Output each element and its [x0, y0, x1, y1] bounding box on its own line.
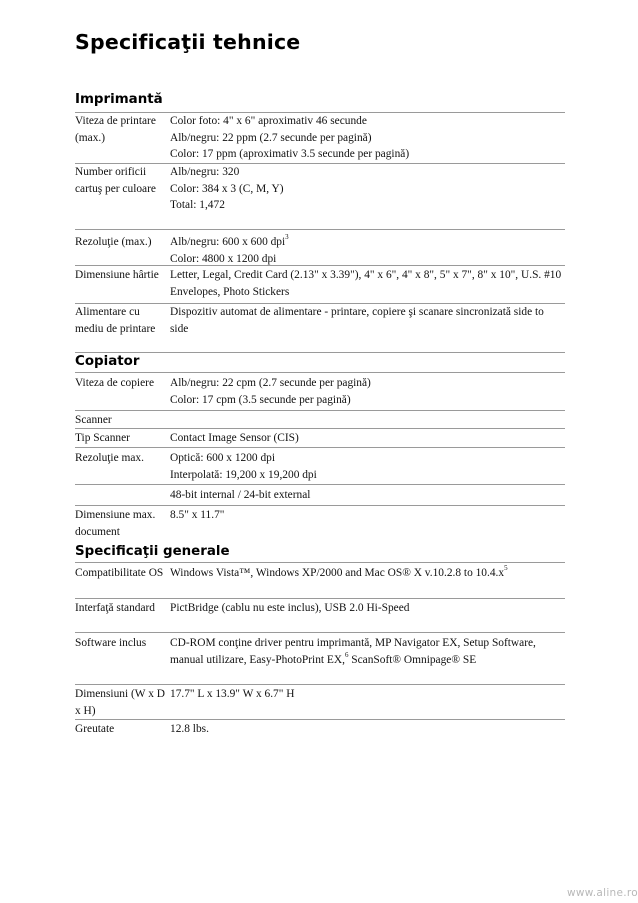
row-value-copy-speed: [170, 375, 562, 408]
value-line: [170, 234, 562, 251]
value-line: Color: 17 ppm (aproximativ 3.5 secunde per pagină): [170, 148, 410, 160]
value-line: Optică: 600 x 1200 dpi: [170, 452, 276, 464]
row-value-weight: 12.8 lbs.: [170, 723, 209, 735]
row-label-paper-size: Dimensiune hârtie: [75, 269, 159, 281]
value-line: Interpolată: 19,200 x 19,200 dpi: [170, 468, 317, 481]
value-line: Alb/negru: 22 cpm (2.7 secunde per pagină): [170, 377, 371, 389]
row-label-interface: Interfaţă standard: [75, 602, 156, 614]
value-line: Color: 17 cpm (3.5 secunde per pagină): [170, 393, 351, 406]
row-value-print-speed: [170, 113, 562, 163]
value-line: Color foto: 4" x 6" aproximativ 46 secunde: [170, 115, 367, 127]
row-value-paper-feed: Dispozitiv automat de alimentare - printare, copiere şi scanare sincronizată side to side: [170, 306, 544, 335]
value-line: Alb/negru: 22 ppm (2.7 secunde per pagină): [170, 131, 372, 144]
divider: [75, 229, 565, 230]
divider: [75, 719, 565, 720]
row-label-weight: Greutate: [75, 723, 115, 735]
divider: [75, 562, 565, 563]
divider: [75, 265, 565, 266]
row-label-scanner: Scanner: [75, 414, 112, 426]
row-value-bit-depth: 48-bit internal / 24-bit external: [170, 489, 311, 501]
value-text: CD-ROM conţine driver pentru imprimantă, MP Navigator EX, Setup Software, manual utilizare, Easy-PhotoPrint EX,: [170, 637, 536, 666]
divider: [75, 484, 565, 485]
value-line: Color: 384 x 3 (C, M, Y): [170, 182, 284, 195]
row-label-copy-speed: Viteza de copiere: [75, 377, 154, 389]
row-value-software: [170, 635, 556, 668]
value-line: Color: 4800 x 1200 dpi: [170, 252, 277, 265]
divider: [75, 684, 565, 685]
divider: [75, 447, 565, 448]
row-value-interface: PictBridge (cablu nu este inclus), USB 2.0 Hi-Speed: [170, 602, 410, 614]
row-label-software: Software inclus: [75, 637, 147, 649]
row-label-os: Compatibilitate OS: [75, 567, 164, 579]
footnote-marker: 6: [344, 650, 349, 659]
section-heading-copier: Copiator: [75, 354, 140, 369]
divider: [75, 352, 565, 353]
row-label-resolution: Rezoluţie (max.): [75, 236, 152, 248]
row-label-print-speed: Viteza de printare (max.): [75, 115, 156, 144]
divider: [75, 410, 565, 411]
divider: [75, 505, 565, 506]
row-value-paper-size: Letter, Legal, Credit Card (2.13" x 3.39"), 4" x 6", 4" x 8", 5" x 7", 8" x 10", U.S. #10 Envelopes, Photo Stickers: [170, 269, 562, 298]
row-value-scan-resolution: [170, 450, 562, 483]
value-line: [170, 565, 562, 582]
row-label-scan-resolution: Rezoluţie max.: [75, 452, 144, 464]
divider: [75, 428, 565, 429]
watermark-footer: www.aline.ro: [567, 887, 638, 899]
value-line: Total: 1,472: [170, 199, 225, 211]
row-label-dimensions: Dimensiuni (W x D x H): [75, 688, 165, 717]
value-text: Windows Vista™, Windows XP/2000 and Mac OS® X v.10.2.8 to 10.4.x: [170, 567, 505, 579]
row-label-scanner-type: Tip Scanner: [75, 432, 130, 444]
row-label-nozzles: Number orificii cartuş per culoare: [75, 166, 156, 195]
row-label-paper-feed: Alimentare cu mediu de printare: [75, 306, 156, 335]
row-label-max-document: Dimensiune max. document: [75, 509, 156, 538]
row-value-max-document: 8.5" x 11.7": [170, 509, 225, 521]
divider: [75, 372, 565, 373]
divider: [75, 598, 565, 599]
row-value-dimensions: 17.7" L x 13.9" W x 6.7" H: [170, 688, 295, 700]
row-value-os: [170, 565, 562, 582]
row-value-scanner-type: Contact Image Sensor (CIS): [170, 432, 299, 444]
value-line: Alb/negru: 320: [170, 166, 240, 178]
value-text: ScanSoft® Omnipage® SE: [348, 653, 477, 666]
value-text: Alb/negru: 600 x 600 dpi: [170, 236, 286, 248]
footnote-marker: 5: [504, 564, 508, 572]
section-heading-general: Specificaţii generale: [75, 544, 230, 559]
row-value-resolution: [170, 234, 562, 267]
divider: [75, 632, 565, 633]
row-value-nozzles: [170, 164, 562, 214]
page-title: Specificaţii tehnice: [75, 30, 301, 54]
footnote-marker: 3: [285, 233, 289, 241]
section-heading-printer: Imprimantă: [75, 92, 163, 107]
